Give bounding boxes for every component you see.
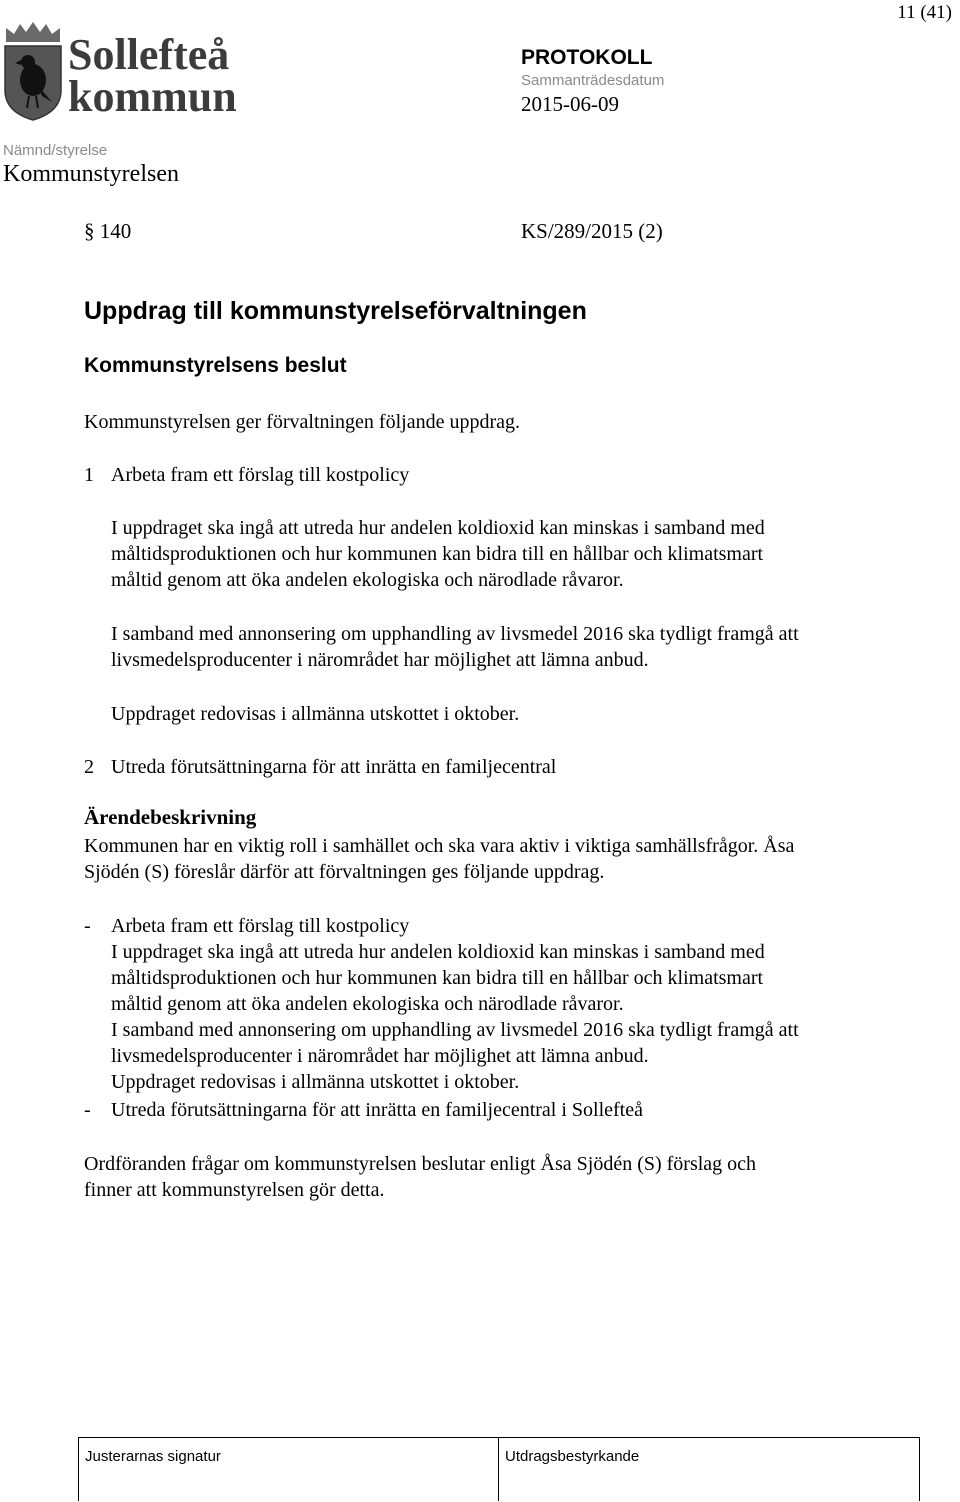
decision-heading: Kommunstyrelsens beslut bbox=[84, 354, 347, 377]
meeting-date-label: Sammanträdesdatum bbox=[521, 72, 665, 89]
text-line: Ordföranden frågar om kommunstyrelsen beslutar enligt Åsa Sjödén (S) förslag och bbox=[84, 1153, 757, 1175]
footer-divider bbox=[498, 1438, 499, 1501]
case-number: KS/289/2015 (2) bbox=[521, 219, 663, 243]
item-1-paragraph-1 bbox=[111, 515, 921, 593]
text-line: livsmedelsproducenter i närområdet har möjlighet att lämna anbud. bbox=[111, 1045, 649, 1067]
description-text bbox=[84, 833, 934, 885]
board-label: Nämnd/styrelse bbox=[3, 142, 108, 159]
text-line: Sjödén (S) föreslår därför att förvaltningen ges följande uppdrag. bbox=[84, 861, 605, 883]
coat-of-arms-icon bbox=[2, 20, 64, 122]
signature-label: Justerarnas signatur bbox=[85, 1448, 221, 1465]
item-1-number: 1 bbox=[84, 464, 94, 486]
text-line: måltidsproduktionen och hur kommunen kan bidra till en hållbar och klimatsmart bbox=[111, 967, 764, 989]
bullet-2-title: Utreda förutsättningarna för att inrätta en familjecentral i Sollefteå bbox=[111, 1099, 643, 1121]
paragraph-number: § 140 bbox=[84, 219, 132, 243]
text-line: Arbeta fram ett förslag till kostpolicy bbox=[111, 915, 410, 937]
item-1-title: Arbeta fram ett förslag till kostpolicy bbox=[111, 464, 410, 486]
document-type: PROTOKOLL bbox=[521, 46, 653, 69]
text-line: måltidsproduktionen och hur kommunen kan bidra till en hållbar och klimatsmart bbox=[111, 543, 764, 565]
logo-line-1: Sollefteå bbox=[68, 30, 230, 79]
item-2-title: Utreda förutsättningarna för att inrätta en familjecentral bbox=[111, 756, 557, 778]
item-1-paragraph-3: Uppdraget redovisas i allmänna utskottet i oktober. bbox=[111, 703, 520, 725]
item-2-number: 2 bbox=[84, 756, 94, 778]
logo-wordmark bbox=[68, 30, 237, 121]
text-line: livsmedelsproducenter i närområdet har möjlighet att lämna anbud. bbox=[111, 649, 649, 671]
bullet-dash: - bbox=[84, 915, 91, 937]
extract-label: Utdragsbestyrkande bbox=[505, 1448, 640, 1465]
text-line: måltid genom att öka andelen ekologiska och närodlade råvaror. bbox=[111, 993, 624, 1015]
text-line: Uppdraget redovisas i allmänna utskottet i oktober. bbox=[111, 1071, 520, 1093]
municipality-logo bbox=[2, 20, 264, 122]
bullet-1-content bbox=[111, 913, 921, 1095]
text-line: Kommunen har en viktig roll i samhället och ska vara aktiv i viktiga samhällsfrågor. Åsa bbox=[84, 835, 795, 857]
text-line: I uppdraget ska ingå att utreda hur andelen koldioxid kan minskas i samband med bbox=[111, 517, 765, 539]
text-line: I samband med annonsering om upphandling av livsmedel 2016 ska tydligt framgå att bbox=[111, 623, 799, 645]
bullet-dash: - bbox=[84, 1099, 91, 1121]
intro-text: Kommunstyrelsen ger förvaltningen följande uppdrag. bbox=[84, 411, 520, 433]
closing-text bbox=[84, 1151, 934, 1203]
text-line: måltid genom att öka andelen ekologiska och närodlade råvaror. bbox=[111, 569, 624, 591]
item-1-paragraph-2 bbox=[111, 621, 921, 673]
text-line: I uppdraget ska ingå att utreda hur andelen koldioxid kan minskas i samband med bbox=[111, 941, 765, 963]
text-line: finner att kommunstyrelsen gör detta. bbox=[84, 1179, 385, 1201]
meeting-date: 2015-06-09 bbox=[521, 92, 619, 116]
page-number: 11 (41) bbox=[897, 2, 952, 23]
signature-footer bbox=[78, 1437, 920, 1501]
board-name: Kommunstyrelsen bbox=[3, 161, 179, 187]
section-title: Uppdrag till kommunstyrelseförvaltningen bbox=[84, 297, 587, 325]
description-heading: Ärendebeskrivning bbox=[84, 805, 257, 829]
text-line: I samband med annonsering om upphandling av livsmedel 2016 ska tydligt framgå att bbox=[111, 1019, 799, 1041]
logo-line-2: kommun bbox=[68, 72, 237, 121]
